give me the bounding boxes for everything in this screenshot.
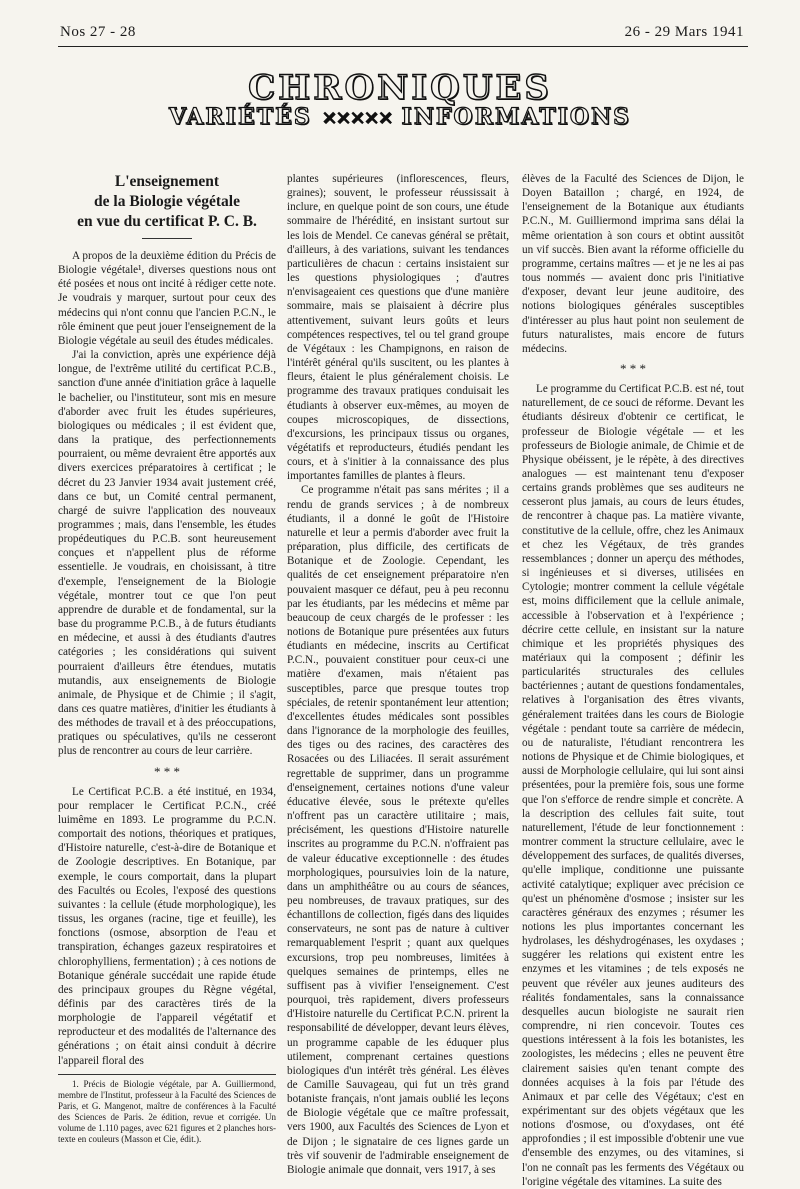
- paragraph: Le programme du Certificat P.C.B. est né, tout naturellement, de ce souci de réforme. Devant les étudiants désireux d'obtenir ce certificat, le professeur de Biologie végétale — et les professeurs de Biologie animale, de Chimie et de Physique obéissent, je le répète, à des directives analogues — est maintenant tenu d'exposer certains grands problèmes que ses auditeurs ne cesseront plus jamais, au cours de leurs études, de rencontrer à chaque pas. La matière vivante, constitutive de la cellule, offre, chez les Animaux et chez les Végétaux, de très grandes ressemblances ; donner un aperçu des méthodes, si ingénieuses et si diverses, utilisées en Cytologie; montrer comment la cellule végétale est, moins difficilement que la cellule animale, accessible à l'observation et à l'expérience ; décrire cette cellule, en insistant sur la nature chimique et les propriétés physiques des matériaux qui la composent ; définir les particularités structurales des cellules bactériennes ; autant de questions fondamentales, relatives à l'organisation des êtres vivants, généralement traitées dans les cours de Biologie végétale : pendant toute sa carrière de médecin, ou de naturaliste, l'étudiant rencontrera les notions de Physique et de Chimie biologiques, et aussi de Morphologie cellulaire, qui lui sont ainsi présentées, pour la première fois, sous une forme que l'on s'efforce de rendre simple et concrète. A la description des cellules fait suite, tout naturellement, l'étude de leur fonctionnement : montrer comment la structure cellulaire, avec le développement des surfaces, de qualités diverses, qu'elle implique, conditionne une puissante activité catalytique; expliquer avec précision ce qu'est un phénomène d'osmose ; insister sur les caractères généraux des enzymes ; résumer les notions les plus importantes concernant les hydrolases, les déshydrogénases, les oxydases ; suggérer les relations qui existent entre les enzymes et les vitamines ; de tels exposés ne peuvent que révéler aux jeunes auditeurs des réalités fondamentales, sans la connaissance desquelles aucun biologiste ne saurait rien comprendre, ni rien concevoir. Toutes ces questions intéressent à la fois les botanistes, les zoologistes, les médecins ; elles ne peuvent être clairement saisies qu'en tenant compte des données acquises à la fois par l'étude des Animaux et par celle des Végétaux; c'est en expérimentant sur des objets végétaux que les notions d'osmose, ou d'oxydases, ont été approfondies ; il est impossible d'obtenir une vue d'ensemble des enzymes, ou des vitamines, si l'on ne connaît pas les ferments des Végétaux ou l'origine végétale des vitamines. La suite des: [522, 383, 744, 1188]
- issue-date: 26 - 29 Mars 1941: [624, 24, 744, 40]
- masthead-title: CHRONIQUES: [248, 68, 552, 108]
- masthead-informations: INFORMATIONS: [401, 104, 632, 130]
- paragraph: A propos de la deuxième édition du Précis de Biologie végétale¹, diverses questions nous ont été posées et nous ont incité à rédiger cette note. Je voudrais y marquer, surtout pour ceux des médecins qui n'ont connu que l'ancien P.C.N., le rôle éminent que peut jouer l'enseignement de la Biologie végétale au seuil des études médicales.: [58, 250, 276, 347]
- paragraph: Ce programme n'était pas sans mérites ; il a rendu de grands services ; à de nombreux étudiants, il a donné le goût de l'Histoire naturelle et leur a permis d'aborder avec fruit la préparation, plus difficile, des certificats de Botanique et de Zoologie. Cependant, les qualités de cet enseignement préparatoire n'en pouvaient masquer ce défaut, peu à peu reconnu par les étudiants, par les médecins et même par beaucoup de ceux chargés de le professer : les notions de Botanique pure présentées aux futurs étudiants en médecine, inscrits au Certificat P.C.N., pouvaient constituer pour ceux-ci une matière d'examen, mais n'étaient pas susceptibles, parce que presque toutes trop spéciales, de retenir spontanément leur attention; d'excellentes études médicales sont possibles dans l'ignorance de la morphologie des feuilles, des tiges ou des racines, des caractères des Rosacées ou des Liliacées. Il serait assurément regrettable de supprimer, dans un programme d'enseignement, certaines notions d'une valeur éducative élevée, sous le prétexte qu'elles n'offrent pas un caractère utilitaire ; mais, précisément, les questions d'Histoire naturelle inscrites au programme du P.C.N. n'offraient pas de valeur éducative exceptionnelle : des études morphologiques, poursuivies loin de la nature, dans un amphithéâtre ou au cours de séances, peu nombreuses, de travaux pratiques, sur des échantillons de collection, figés dans des liquides conservateurs, ne sont pas de nature à cultiver remarquablement l'esprit ; quant aux quelques excursions, trop peu nombreuses, limitées à quelques semaines de printemps, elles ne suffisent pas à vivifier l'enseignement. C'est pourquoi, très rapidement, divers professeurs d'Histoire naturelle du Certificat P.C.N. prirent la responsabilité de développer, devant leurs élèves, un programme capable de les éduquer plus utilement, comprenant certaines questions biologiques d'un intérêt très général. Les élèves de Camille Sauvageau, qui fut un très grand botaniste français, n'ont jamais oublié les leçons de Biologie végétale que ce maître professait, vers 1900, aux Facultés des Sciences de Lyon et de Dijon ; le signataire de ces lignes garde un très vif souvenir de l'admirable enseignement de Biologie animale que donnait, vers 1917, à ses: [287, 484, 509, 1176]
- header-rule: [58, 46, 748, 47]
- section-stars: * * *: [154, 763, 180, 779]
- issue-number: Nos 27 - 28: [60, 24, 136, 40]
- masthead-subtitle: [0, 104, 800, 130]
- column-1: [58, 172, 276, 1144]
- article-title-line: en vue du certificat P. C. B.: [77, 213, 257, 230]
- column-3: [522, 172, 744, 1188]
- paragraph: Le Certificat P.C.B. a été institué, en 1934, pour remplacer le Certificat P.C.N., créé luimême en 1893. Le programme du P.C.N. comportait des notions, théoriques et pratiques, d'Histoire naturelle, c'est-à-dire de Botanique et de Zoologie descriptives. En Botanique, par exemple, le cours comportait, dans la plupart des Facultés ou Ecoles, l'exposé des questions suivantes : la cellule (étude morphologique), les tissus, les organes (racine, tige et feuille), les fonctions (osmose, absorption de l'eau et transpiration, échanges gazeux respiratoires et chlorophylliens, fermentation) ; à ces notions de Botanique générale succédait une rapide étude des principaux groupes du Règne végétal, définis par des caractères tirés de la morphologie de l'appareil végétatif et reproducteur et des modalités de l'alternance des générations ; on était ainsi conduit à décrire l'appareil floral des: [58, 785, 276, 1067]
- title-rule: [142, 238, 192, 239]
- footnote-rule: [58, 1074, 276, 1075]
- paragraph: J'ai la conviction, après une expérience déjà longue, de l'extrême utilité du certificat P.C.B., sanction d'une année d'initiation grâce à laquelle le bachelier, ou l'instituteur, sont mis en mesure d'aborder avec fruit les études supérieures, biologiques ou médicales ; il est évident que, dans la pratique, des perfectionnements pourraient, ou même devraient être apportés aux divers exercices préparatoires à certificat ; le décret du 23 Janvier 1934 avait justement créé, dans ce but, un Comité central permanent, chargé de suivre l'application des nouveaux programmes ; mais, dans l'ensemble, les études propédeutiques du P.C.B. sont heureusement conçues et n'appellent plus de réforme essentielle. Je voudrais, en choisissant, à titre d'exemple, l'enseignement de la Biologie végétale, montrer tout ce que l'on peut apprendre de durable et de fondamental, sur la base du programme P.C.B., à de futurs étudiants en médecine, et aussi à des étudiants d'autres catégories ; les considérations qui suivent pourraient d'ailleurs être étendues, mutatis mutandis, aux enseignements de Biologie animale, de Physique et de Chimie ; il s'agit, dans ces quatre matières, d'initier les étudiants à des méthodes de travail et à des préoccupations, pratiques ou spéculatives, qu'ils ne cesseront plus de rencontrer au cours de leur carrière.: [58, 349, 276, 758]
- paragraph: plantes supérieures (inflorescences, fleurs, graines); souvent, le professeur réussissait à inclure, en quelque point de son cours, une étude sommaire de l'hérédité, en insistant surtout sur les lois de Mendel. Ce canevas général se prêtait, d'ailleurs, à des variations, suivant les tendances particulières de chacun : certains insistaient sur les questions physiologiques ; d'autres n'envisageaient ces questions que d'une manière sommaire, mais se plaisaient à décrire plus attentivement, suivant leurs goûts et leurs compétences respectives, tel ou tel grand groupe de Végétaux : les Champignons, en raison de l'intérêt général qu'ils suscitent, ou les plantes à fleurs, étaient le plus généralement choisis. Le programme des travaux pratiques conduisait les étudiants à observer eux-mêmes, au moyen de coupes microscopiques, de dissections, d'excursions, les principaux tissus ou organes, végétatifs et reproducteurs, étudiés pendant les cours, et à s'initier à la connaissance des plus importantes familles de plantes à fleurs.: [287, 173, 509, 483]
- paragraph: élèves de la Faculté des Sciences de Dijon, le Doyen Bataillon ; chargé, en 1924, de l'enseignement de la Botanique aux étudiants P.C.N., M. Guilliermond imprima sans délai la même orientation à son cours et obtint aussitôt un vif succès. Bien avant la réforme officielle du programme, certains maîtres — et je ne les ai pas tous nommés — avaient donc pris l'initiative d'exposer, devant leur jeune auditoire, des notions biologiques générales susceptibles d'intéresser au plus haut point non seulement de futurs naturalistes, mais encore de futurs médecins.: [522, 173, 744, 355]
- article-title: [58, 172, 276, 232]
- masthead-ornament: ✕✕✕✕✕: [321, 108, 392, 129]
- article-title-line: L'enseignement: [114, 173, 220, 190]
- article-title-line: de la Biologie végétale: [94, 193, 240, 210]
- masthead-varietes: VARIÉTÉS: [168, 104, 312, 130]
- section-stars: * * *: [620, 361, 646, 377]
- footnote: 1. Précis de Biologie végétale, par A. Guilliermond, membre de l'Institut, professeur à la Faculté des Sciences de Paris, et G. Mangenot, maître de conférences à la Faculté des Sciences de Paris. 2e édition, revue et corrigée. Un volume de 1.110 pages, avec 621 figures et 2 planches hors-texte en couleurs (Masson et Cie, édit.).: [58, 1078, 276, 1144]
- column-2: [287, 172, 509, 1176]
